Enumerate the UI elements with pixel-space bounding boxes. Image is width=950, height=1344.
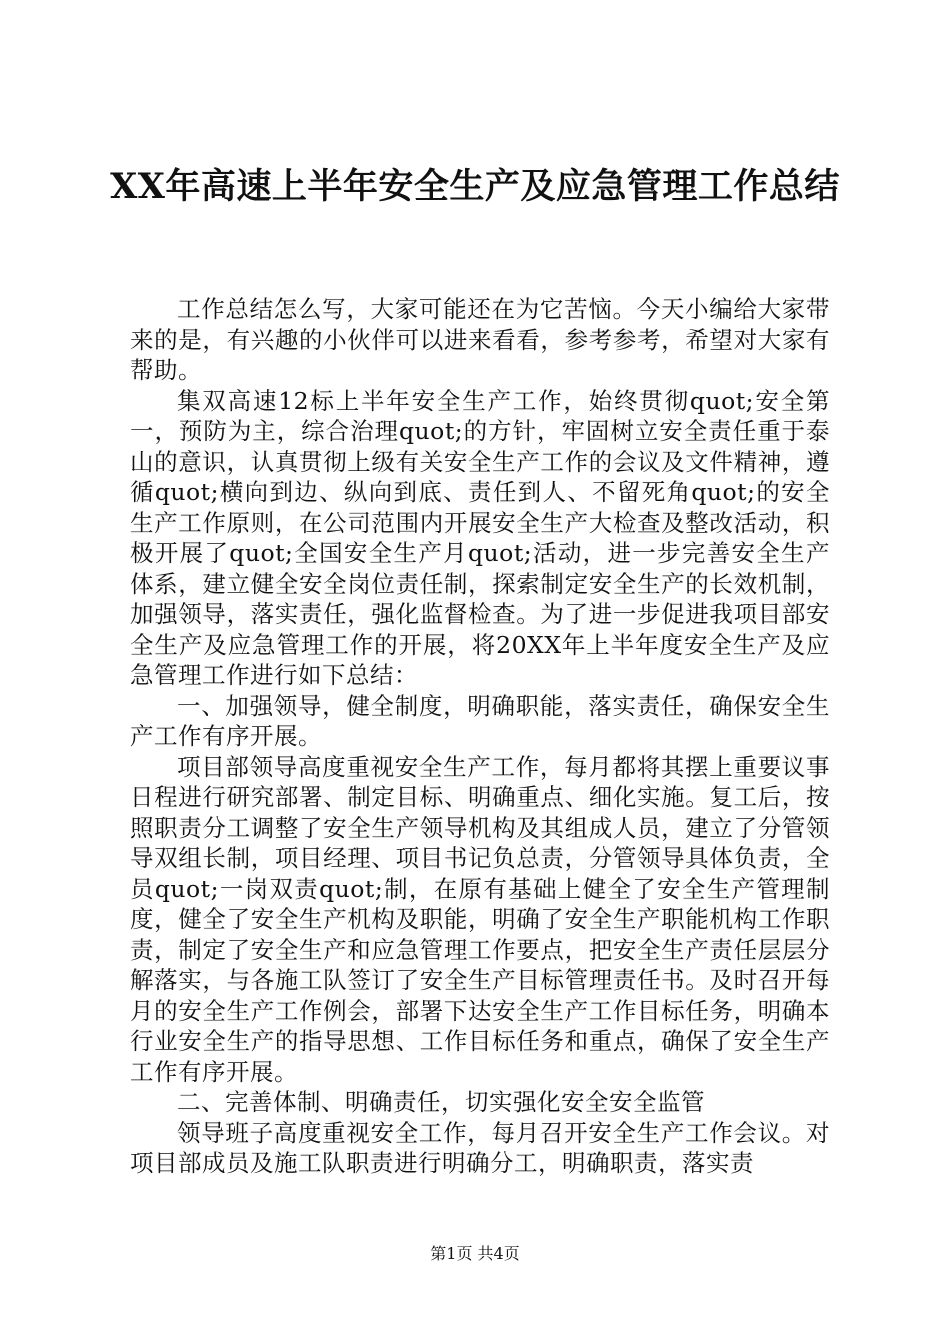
page-footer: 第1页 共4页 — [430, 1244, 520, 1263]
paragraph-section-2: 领导班子高度重视安全工作，每月召开安全生产工作会议。对项目部成员及施工队职责进行明确分工，明确职责，落实责 — [130, 1118, 830, 1177]
paragraph-intro: 工作总结怎么写，大家可能还在为它苦恼。今天小编给大家带来的是，有兴趣的小伙伴可以进来看看，参考参考，希望对大家有帮助。 — [130, 295, 830, 384]
document-title: XX年高速上半年安全生产及应急管理工作总结 — [110, 166, 840, 207]
document-body — [130, 294, 830, 1179]
paragraph-section-1: 项目部领导高度重视安全生产工作，每月都将其摆上重要议事日程进行研究部署、制定目标、明确重点、细化实施。复工后，按照职责分工调整了安全生产领导机构及其组成人员，建立了分管领导双组长制，项目经理、项目书记负总责，分管领导具体负责，全员quot;一岗双责quot;制，在原有基础上健全了安全生产管理制度，健全了安全生产机构及职能，明确了安全生产职能机构工作职责，制定了安全生产和应急管理工作要点，把安全生产责任层层分解落实，与各施工队签订了安全生产目标管理责任书。及时召开每月的安全生产工作例会，部署下达安全生产工作目标任务，明确本行业安全生产的指导思想、工作目标任务和重点，确保了安全生产工作有序开展。 — [130, 752, 830, 1086]
section-heading-2: 二、完善体制、明确责任，切实强化安全安全监管 — [177, 1088, 705, 1116]
section-heading-1: 一、加强领导，健全制度，明确职能，落实责任，确保安全生产工作有序开展。 — [130, 691, 830, 750]
paragraph-overview: 集双高速12标上半年安全生产工作，始终贯彻quot;安全第一，预防为主，综合治理quot;的方针，牢固树立安全责任重于泰山的意识，认真贯彻上级有关安全生产工作的会议及文件精神，遵循quot;横向到边、纵向到底、责任到人、不留死角quot;的安全生产工作原则，在公司范围内开展安全生产大检查及整改活动，积极开展了quot;全国安全生产月quot;活动，进一步完善安全生产体系，建立健全安全岗位责任制，探索制定安全生产的长效机制，加强领导，落实责任，强化监督检查。为了进一步促进我项目部安全生产及应急管理工作的开展，将20XX年上半年度安全生产及应急管理工作进行如下总结： — [130, 386, 830, 689]
